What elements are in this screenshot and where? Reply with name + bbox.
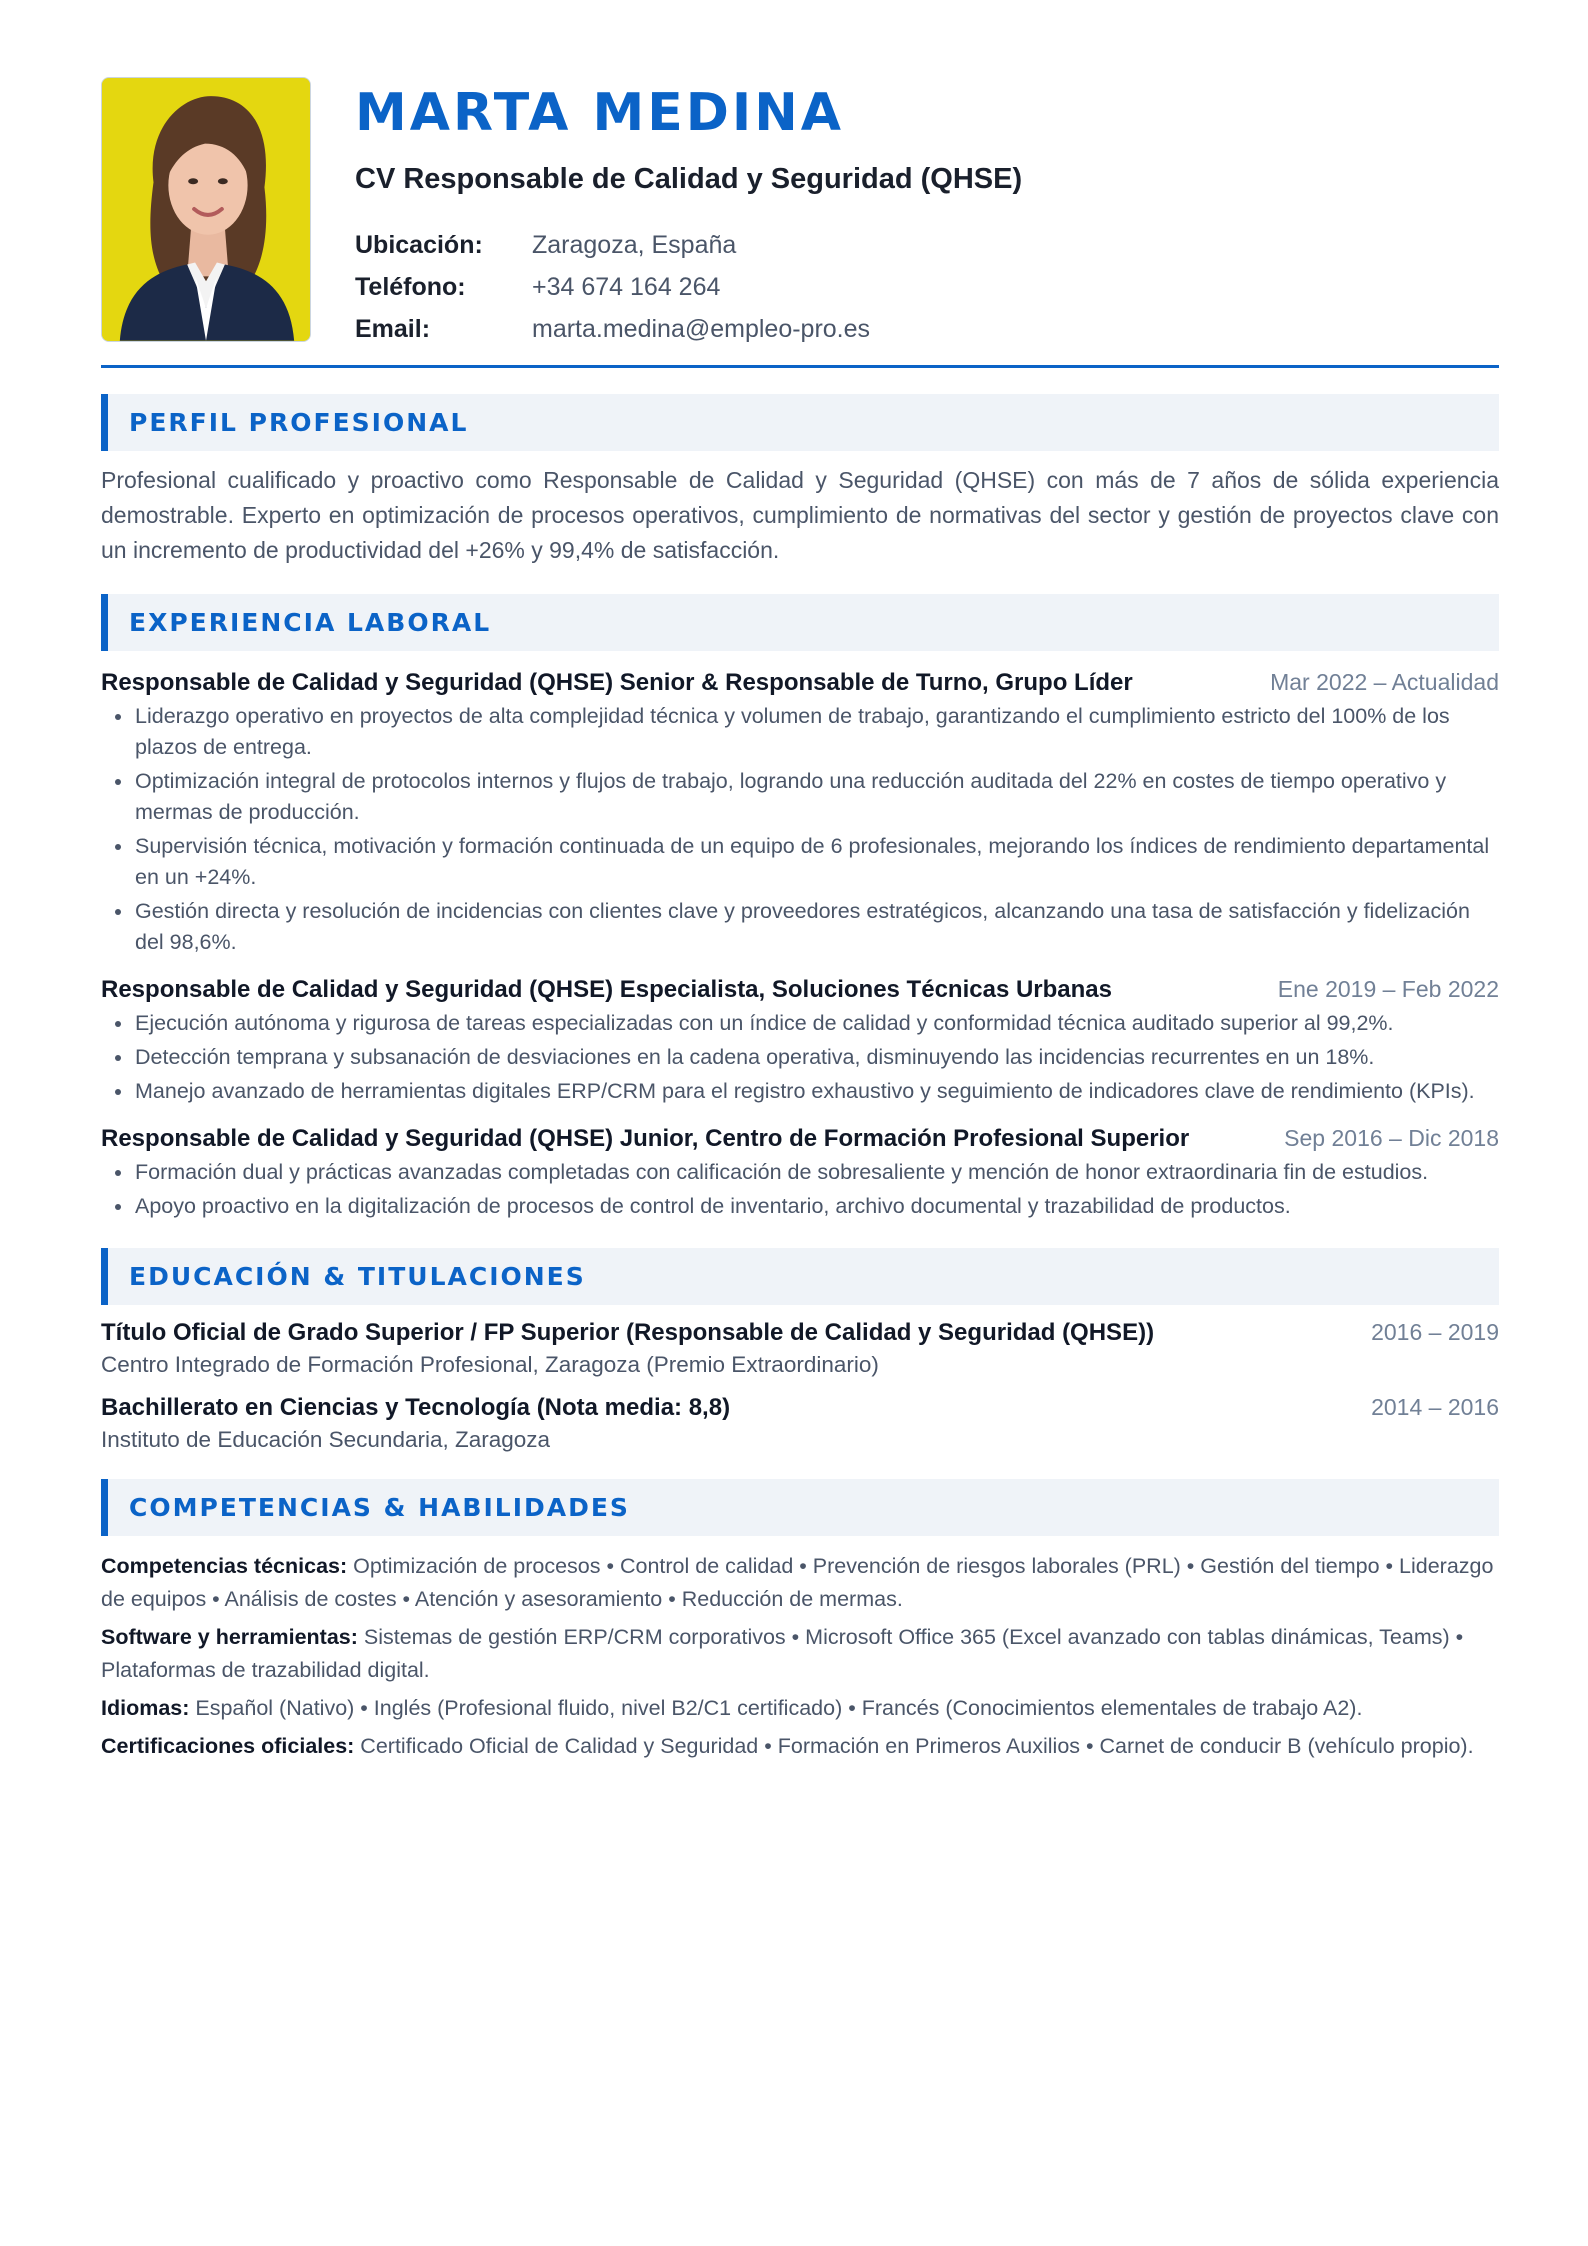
skill-row: [101, 1550, 1499, 1616]
education-title: Título Oficial de Grado Superior / FP Superior (Responsable de Calidad y Seguridad (QHSE)): [101, 1319, 1155, 1346]
job-date: Ene 2019 – Feb 2022: [1277, 976, 1499, 1002]
contact-label: Email:: [355, 314, 431, 343]
section-heading-text: COMPETENCIAS & HABILIDADES: [129, 1493, 630, 1522]
list-item: Manejo avanzado de herramientas digitales ERP/CRM para el registro exhaustivo y seguimiento de indicadores clave de rendimiento (KPIs).: [101, 1076, 1499, 1107]
section-heading-education: [101, 1248, 1499, 1305]
list-item: Optimización integral de protocolos internos y flujos de trabajo, logrando una reducción auditada del 22% en costes de tiempo operativo y mermas de producción.: [101, 766, 1499, 828]
skill-text: Español (Nativo) • Inglés (Profesional fluido, nivel B2/C1 certificado) • Francés (Conocimientos elementales de trabajo A2).: [189, 1696, 1363, 1720]
profile-summary: Profesional cualificado y proactivo como Responsable de Calidad y Seguridad (QHSE) con más de 7 años de sólida experiencia demostrable. Experto en optimización de procesos operativos, cumplimiento de normativas del sector y gestión de proyectos clave con un incremento de productividad del +26% y 99,4% de satisfacción.: [101, 467, 1499, 563]
skill-row: [101, 1730, 1499, 1763]
contact-email: [355, 308, 1495, 350]
job-date: Sep 2016 – Dic 2018: [1284, 1125, 1499, 1151]
education-school: Centro Integrado de Formación Profesional, Zaragoza (Premio Extraordinario): [101, 1352, 879, 1377]
resume-header: [101, 77, 1499, 342]
profile-photo: [101, 77, 311, 342]
list-item: Formación dual y prácticas avanzadas completadas con calificación de sobresaliente y mención de honor extraordinaria fin de estudios.: [101, 1157, 1499, 1188]
skill-text: Certificado Oficial de Calidad y Seguridad • Formación en Primeros Auxilios • Carnet de conducir B (vehículo propio).: [354, 1734, 1474, 1758]
skill-label: Idiomas:: [101, 1696, 190, 1720]
list-item: Apoyo proactivo en la digitalización de procesos de control de inventario, archivo documental y trazabilidad de productos.: [101, 1191, 1499, 1222]
job-bullets: [101, 1157, 1499, 1222]
resume-subtitle: CV Responsable de Calidad y Seguridad (QHSE): [355, 163, 1023, 195]
contact-location: [355, 224, 1495, 266]
section-heading-experience: [101, 594, 1499, 651]
header-info: [355, 77, 1495, 350]
contact-phone: [355, 266, 1495, 308]
skill-text: Optimización de procesos • Control de calidad • Prevención de riesgos laborales (PRL) • Gestión del tiempo • Liderazgo de equipos • Análisis de costes • Atención y asesoramiento • Reducción de mermas.: [101, 1554, 1494, 1611]
contact-label: Ubicación:: [355, 230, 483, 259]
list-item: Ejecución autónoma y rigurosa de tareas especializadas con un índice de calidad y conformidad técnica auditado superior al 99,2%.: [101, 1008, 1499, 1039]
skill-row: [101, 1621, 1499, 1687]
skill-label: Certificaciones oficiales:: [101, 1734, 355, 1758]
job-bullets: [101, 701, 1499, 958]
job-entry: [101, 1125, 1499, 1222]
job-entry: [101, 669, 1499, 958]
education-title: Bachillerato en Ciencias y Tecnología (Nota media: 8,8): [101, 1394, 731, 1421]
education-date: 2014 – 2016: [1371, 1394, 1499, 1420]
contact-label: Teléfono:: [355, 272, 466, 301]
list-item: Gestión directa y resolución de incidencias con clientes clave y proveedores estratégicos, alcanzando una tasa de satisfacción y fidelización del 98,6%.: [101, 896, 1499, 958]
contact-value: Zaragoza, España: [532, 230, 737, 259]
contact-value: marta.medina@empleo-pro.es: [532, 314, 871, 343]
skill-label: Competencias técnicas:: [101, 1554, 348, 1578]
list-item: Liderazgo operativo en proyectos de alta complejidad técnica y volumen de trabajo, garantizando el cumplimiento estricto del 100% de los plazos de entrega.: [101, 701, 1499, 763]
job-title: Responsable de Calidad y Seguridad (QHSE) Senior & Responsable de Turno, Grupo Líder: [101, 669, 1133, 696]
skill-text: Sistemas de gestión ERP/CRM corporativos • Microsoft Office 365 (Excel avanzado con tablas dinámicas, Teams) • Plataformas de trazabilidad digital.: [101, 1625, 1464, 1682]
list-item: Detección temprana y subsanación de desviaciones en la cadena operativa, disminuyendo las incidencias recurrentes en un 18%.: [101, 1042, 1499, 1073]
job-date: Mar 2022 – Actualidad: [1270, 669, 1499, 695]
job-bullets: [101, 1008, 1499, 1107]
section-heading-skills: [101, 1479, 1499, 1536]
list-item: Supervisión técnica, motivación y formación continuada de un equipo de 6 profesionales, mejorando los índices de rendimiento departamental en un +24%.: [101, 831, 1499, 893]
skill-row: [101, 1692, 1499, 1725]
person-portrait-icon: [102, 78, 310, 341]
header-divider: [101, 365, 1499, 368]
resume-page: [101, 77, 1499, 1768]
candidate-name: MARTA MEDINA: [355, 83, 845, 143]
job-title: Responsable de Calidad y Seguridad (QHSE) Junior, Centro de Formación Profesional Superior: [101, 1125, 1190, 1152]
section-heading-text: PERFIL PROFESIONAL: [129, 408, 469, 437]
skills-list: [101, 1550, 1499, 1763]
education-school: Instituto de Educación Secundaria, Zaragoza: [101, 1427, 551, 1452]
education-date: 2016 – 2019: [1371, 1319, 1499, 1345]
skill-label: Software y herramientas:: [101, 1625, 358, 1649]
job-entry: [101, 976, 1499, 1107]
section-heading-text: EXPERIENCIA LABORAL: [129, 608, 492, 637]
section-heading-text: EDUCACIÓN & TITULACIONES: [129, 1262, 586, 1291]
contact-value: +34 674 164 264: [532, 272, 721, 301]
contact-list: [355, 224, 1495, 350]
section-heading-profile: [101, 394, 1499, 451]
education-entry: [101, 1394, 1499, 1453]
education-entry: [101, 1319, 1499, 1378]
job-title: Responsable de Calidad y Seguridad (QHSE) Especialista, Soluciones Técnicas Urbanas: [101, 976, 1112, 1003]
